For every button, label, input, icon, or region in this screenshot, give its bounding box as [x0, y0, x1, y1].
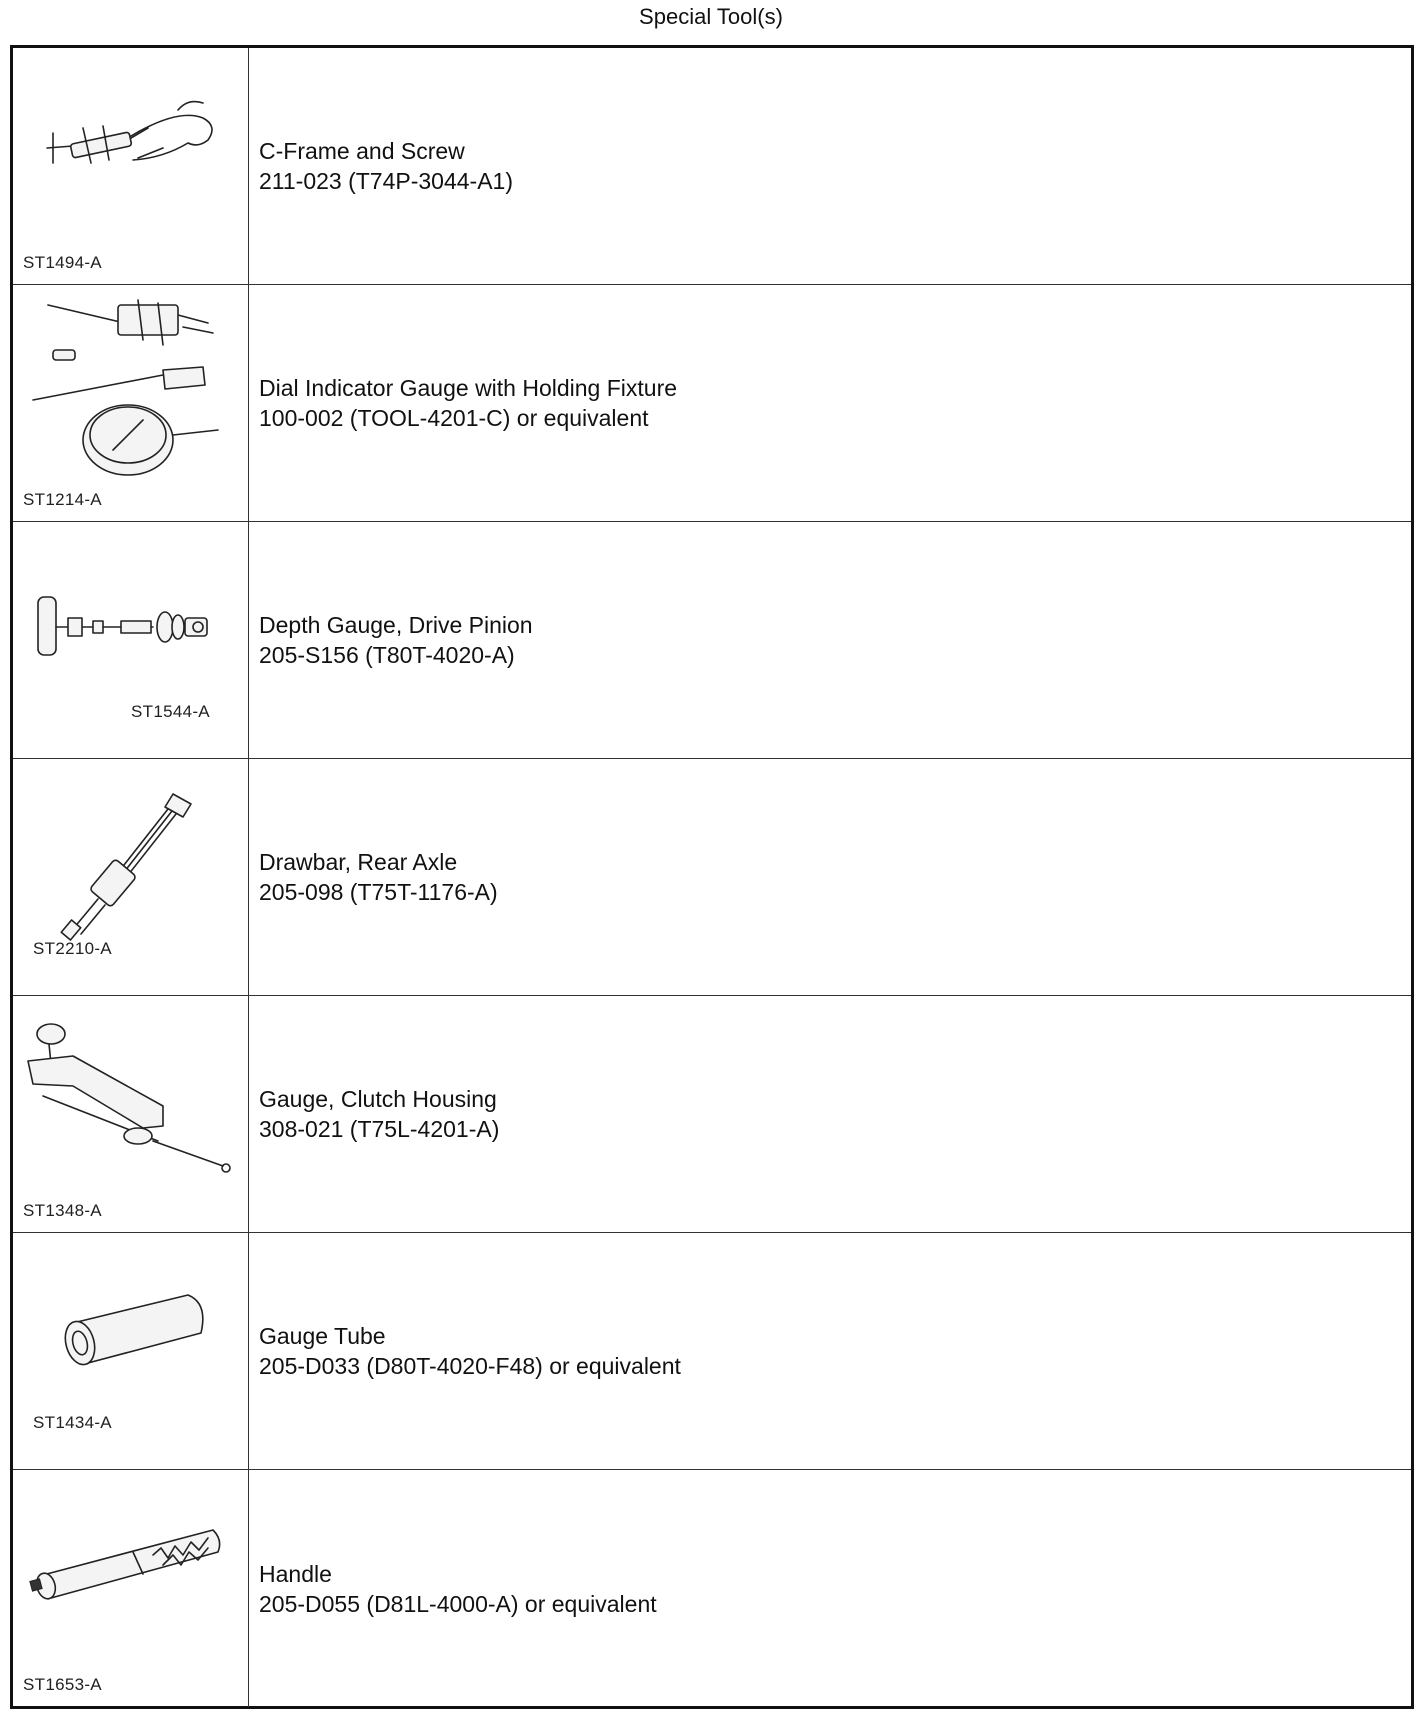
- table-row: [13, 759, 1411, 996]
- tool-illustration-cell: [13, 759, 249, 995]
- tool-name: Drawbar, Rear Axle: [259, 849, 458, 875]
- tool-description: [259, 285, 677, 521]
- tool-description: [259, 1470, 657, 1707]
- table-row: [13, 285, 1411, 522]
- tool-description: [259, 48, 513, 284]
- handle-icon: [13, 1470, 249, 1706]
- table-row: [13, 996, 1411, 1233]
- tool-code: ST1544-A: [131, 702, 210, 721]
- tool-code: ST2210-A: [33, 939, 112, 958]
- page-title: Special Tool(s): [639, 4, 783, 29]
- tool-name: Depth Gauge, Drive Pinion: [259, 612, 533, 638]
- tool-number: 308-021 (T75L-4201-A): [259, 1116, 500, 1142]
- tool-code: ST1348-A: [23, 1201, 102, 1220]
- tool-name: Handle: [259, 1560, 332, 1587]
- tool-illustration-cell: [13, 522, 249, 758]
- drawbar-icon: [13, 759, 249, 995]
- tool-code: ST1494-A: [23, 253, 102, 272]
- tool-number: 100-002 (TOOL-4201-C) or equivalent: [259, 405, 649, 431]
- tool-code: ST1214-A: [23, 490, 102, 509]
- tool-code: ST1434-A: [33, 1413, 112, 1432]
- clutch-housing-gauge-icon: [13, 996, 249, 1232]
- tool-number: 205-S156 (T80T-4020-A): [259, 642, 515, 668]
- tool-code: ST1653-A: [23, 1675, 102, 1694]
- dial-indicator-icon: [13, 285, 249, 521]
- tool-description: [259, 759, 498, 995]
- tool-name: Gauge Tube: [259, 1323, 386, 1349]
- tool-illustration-cell: [13, 285, 249, 521]
- table-row: [13, 48, 1411, 285]
- tool-number: 211-023 (T74P-3044-A1): [259, 168, 513, 194]
- table-row: [13, 1233, 1411, 1470]
- tool-name: Gauge, Clutch Housing: [259, 1086, 497, 1112]
- special-tools-table: [10, 45, 1414, 1709]
- tool-description: [259, 522, 533, 758]
- gauge-tube-icon: [13, 1233, 249, 1469]
- depth-gauge-icon: [13, 522, 249, 758]
- tool-illustration-cell: [13, 1470, 249, 1707]
- table-row: [13, 522, 1411, 759]
- tool-illustration-cell: [13, 996, 249, 1232]
- tool-illustration-cell: [13, 1233, 249, 1469]
- tool-description: [259, 1233, 681, 1469]
- tool-illustration-cell: [13, 48, 249, 284]
- tool-name: Dial Indicator Gauge with Holding Fixture: [259, 375, 678, 401]
- tool-name: C-Frame and Screw: [259, 138, 465, 164]
- tool-description: [259, 996, 499, 1232]
- tool-number: 205-098 (T75T-1176-A): [259, 879, 498, 905]
- c-frame-screw-icon: [13, 48, 249, 284]
- tool-number: 205-D033 (D80T-4020-F48) or equivalent: [259, 1353, 681, 1379]
- tool-number: 205-D055 (D81L-4000-A) or equivalent: [259, 1590, 657, 1617]
- table-row: [13, 1470, 1411, 1707]
